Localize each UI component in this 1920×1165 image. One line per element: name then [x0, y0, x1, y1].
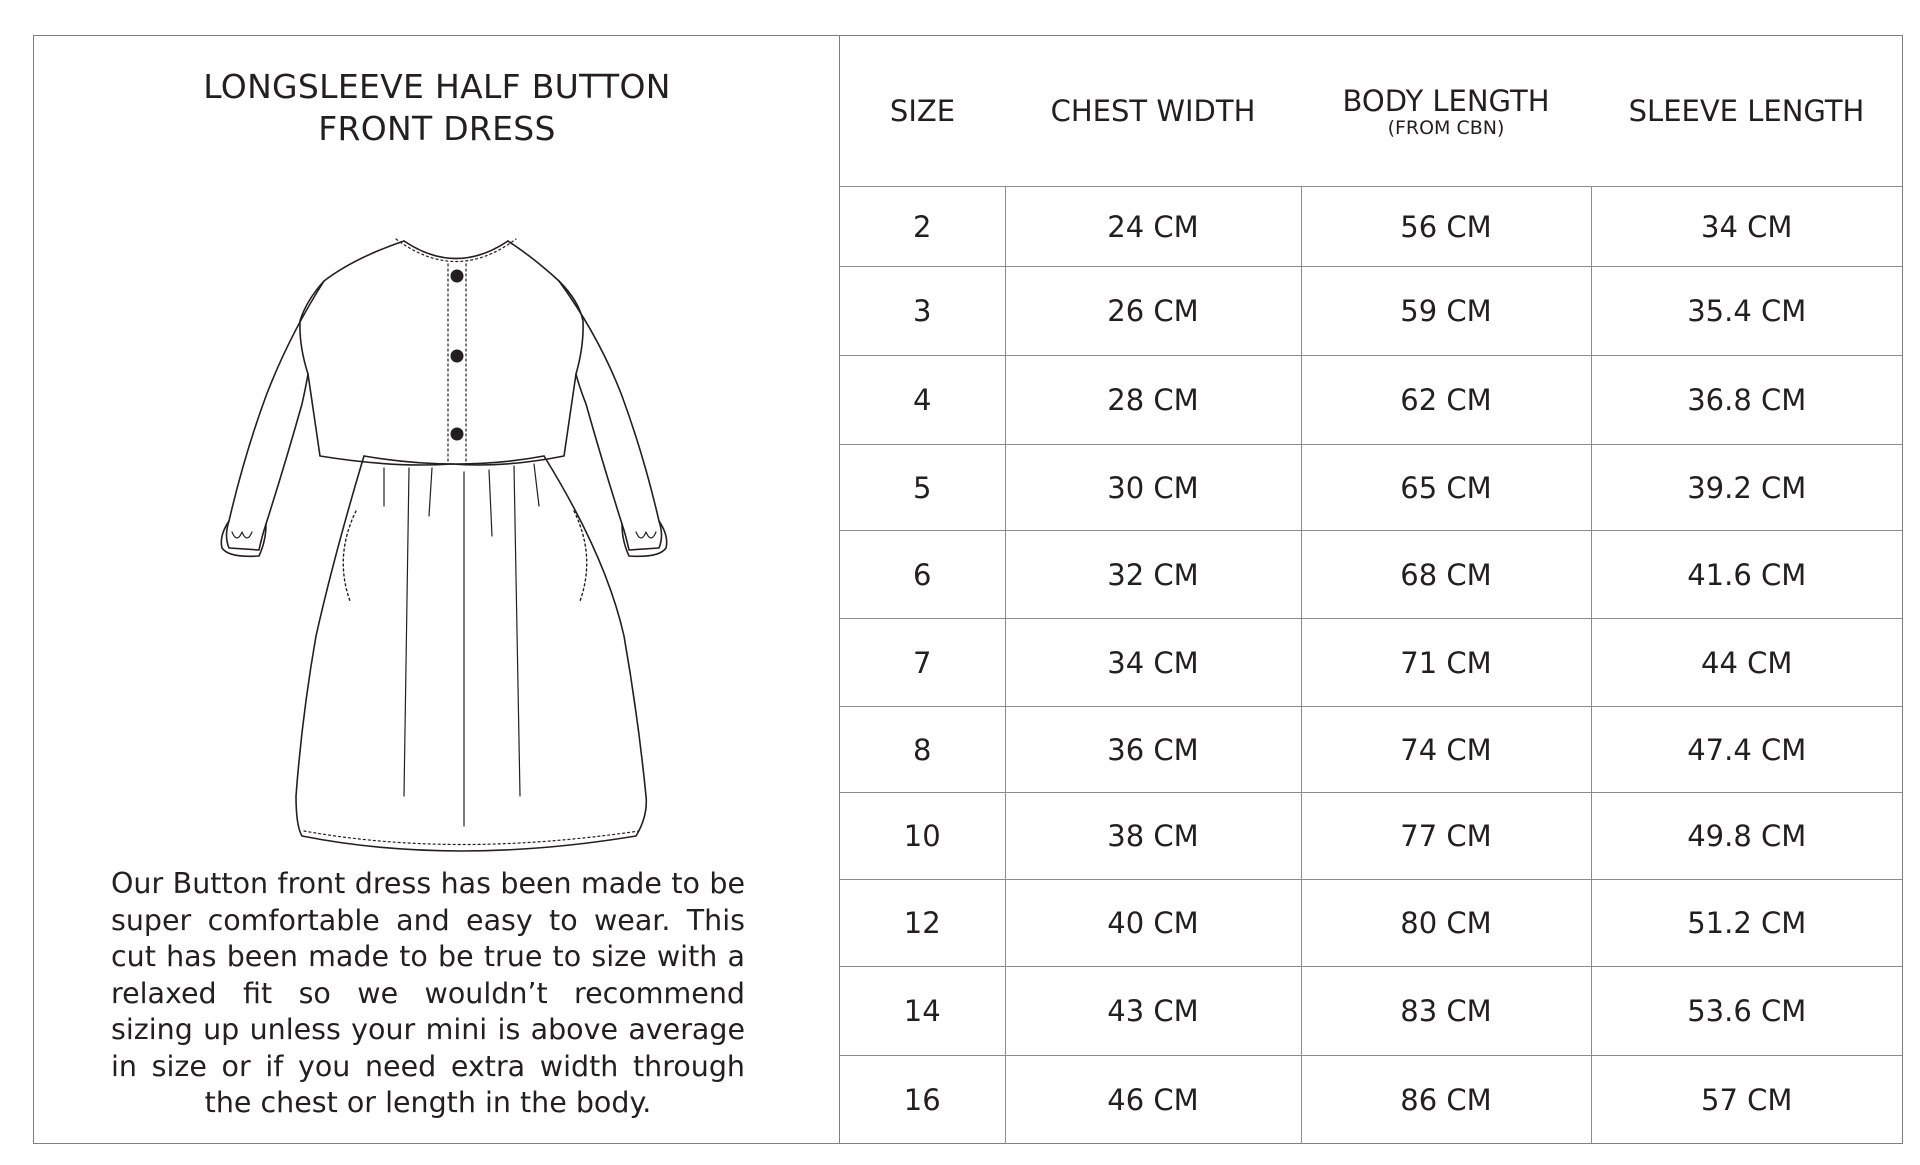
table-row	[840, 531, 1902, 619]
table-header-row	[840, 36, 1902, 187]
sleeve-length-cell: 44 CM	[1591, 619, 1902, 707]
table-row	[840, 707, 1902, 793]
table-row	[840, 967, 1902, 1056]
sleeve-length-cell: 53.6 CM	[1591, 967, 1902, 1056]
table-row	[840, 1056, 1902, 1144]
sleeve-length-cell: 49.8 CM	[1591, 793, 1902, 880]
size-cell: 12	[840, 880, 1005, 967]
table-row	[840, 187, 1902, 267]
body-length-cell: 86 CM	[1301, 1056, 1591, 1144]
sleeve-length-cell: 39.2 CM	[1591, 445, 1902, 531]
chest-width-cell: 36 CM	[1005, 707, 1301, 793]
sleeve-length-cell: 51.2 CM	[1591, 880, 1902, 967]
body-length-cell: 59 CM	[1301, 267, 1591, 356]
product-title-line-2: FRONT DRESS	[318, 109, 556, 148]
chest-width-cell: 32 CM	[1005, 531, 1301, 619]
header-body-length	[1301, 36, 1591, 187]
body-length-cell: 80 CM	[1301, 880, 1591, 967]
size-guide-frame	[33, 35, 1903, 1144]
table-row	[840, 880, 1902, 967]
header-size	[840, 36, 1005, 187]
header-body-length-label: BODY LENGTH	[1342, 84, 1550, 118]
chest-width-cell: 28 CM	[1005, 356, 1301, 445]
size-cell: 7	[840, 619, 1005, 707]
chest-width-cell: 46 CM	[1005, 1056, 1301, 1144]
body-length-cell: 77 CM	[1301, 793, 1591, 880]
size-cell: 5	[840, 445, 1005, 531]
size-cell: 10	[840, 793, 1005, 880]
sleeve-length-cell: 35.4 CM	[1591, 267, 1902, 356]
body-length-cell: 71 CM	[1301, 619, 1591, 707]
header-size-label: SIZE	[889, 94, 956, 128]
table-row	[840, 793, 1902, 880]
body-length-cell: 83 CM	[1301, 967, 1591, 1056]
chest-width-cell: 40 CM	[1005, 880, 1301, 967]
size-cell: 3	[840, 267, 1005, 356]
size-cell: 2	[840, 187, 1005, 267]
header-body-length-note: (FROM CBN)	[1387, 117, 1505, 139]
table-row	[840, 619, 1902, 707]
table-row	[840, 267, 1902, 356]
size-cell: 6	[840, 531, 1005, 619]
table-row	[840, 356, 1902, 445]
chest-width-cell: 43 CM	[1005, 967, 1301, 1056]
sleeve-length-cell: 34 CM	[1591, 187, 1902, 267]
sleeve-length-cell: 41.6 CM	[1591, 531, 1902, 619]
size-table-panel	[840, 36, 1902, 1143]
chest-width-cell: 34 CM	[1005, 619, 1301, 707]
size-cell: 4	[840, 356, 1005, 445]
header-chest-width	[1005, 36, 1301, 187]
dress-sketch-icon	[184, 196, 704, 876]
product-title-line-1: LONGSLEEVE HALF BUTTON	[203, 67, 671, 106]
size-cell: 14	[840, 967, 1005, 1056]
sleeve-length-cell: 57 CM	[1591, 1056, 1902, 1144]
table-row	[840, 445, 1902, 531]
chest-width-cell: 38 CM	[1005, 793, 1301, 880]
size-table	[840, 36, 1902, 1144]
body-length-cell: 74 CM	[1301, 707, 1591, 793]
header-chest-width-label: CHEST WIDTH	[1050, 94, 1256, 128]
sleeve-length-cell: 36.8 CM	[1591, 356, 1902, 445]
chest-width-cell: 24 CM	[1005, 187, 1301, 267]
product-title	[34, 66, 840, 150]
header-sleeve-length	[1591, 36, 1902, 187]
body-length-cell: 65 CM	[1301, 445, 1591, 531]
size-cell: 16	[840, 1056, 1005, 1144]
size-cell: 8	[840, 707, 1005, 793]
sleeve-length-cell: 47.4 CM	[1591, 707, 1902, 793]
body-length-cell: 68 CM	[1301, 531, 1591, 619]
body-length-cell: 56 CM	[1301, 187, 1591, 267]
chest-width-cell: 26 CM	[1005, 267, 1301, 356]
body-length-cell: 62 CM	[1301, 356, 1591, 445]
product-description: Our Button front dress has been made to be super comfortable and easy to wear. This cut has been made to be true to size with a relaxed fit so we wouldn’t recommend sizing up unless your mini is above average in size or if you need extra width through the chest or length in the body.	[111, 867, 745, 1119]
product-panel	[34, 36, 840, 1143]
header-sleeve-length-label: SLEEVE LENGTH	[1628, 94, 1865, 128]
chest-width-cell: 30 CM	[1005, 445, 1301, 531]
